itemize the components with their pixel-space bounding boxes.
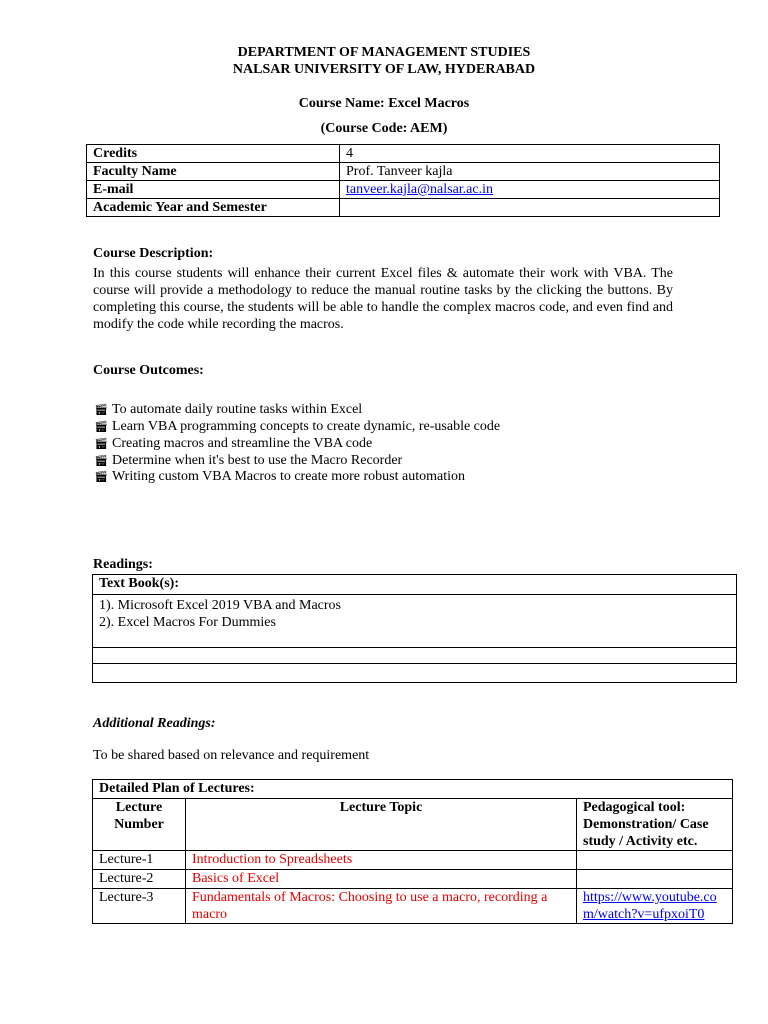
lecture-topic: Basics of Excel xyxy=(186,870,577,889)
info-row-email xyxy=(87,181,720,199)
empty-row xyxy=(93,664,737,683)
course-name: Course Name: Excel Macros xyxy=(298,96,470,111)
lecture-number: Lecture-3 xyxy=(93,889,186,924)
youtube-link[interactable]: https://www.youtube.com/watch?v=ufpxoiT0 xyxy=(583,890,717,922)
info-row-academic-year xyxy=(87,199,720,217)
readings-table xyxy=(92,574,737,683)
lecture-row xyxy=(93,870,733,889)
lectures-title: Detailed Plan of Lectures: xyxy=(93,780,733,799)
lectures-table xyxy=(92,779,733,924)
email-link[interactable]: tanveer.kajla@nalsar.ac.in xyxy=(346,182,493,197)
clapperboard-icon: 🎬︎ xyxy=(94,438,108,450)
textbook-label: Text Book(s): xyxy=(93,575,737,595)
academic-year-value xyxy=(340,199,720,217)
lectures-title-row xyxy=(93,780,733,799)
textbook-list xyxy=(93,595,737,648)
lecture-topic: Introduction to Spreadsheets xyxy=(186,851,577,870)
course-code: (Course Code: AEM) xyxy=(320,121,448,136)
empty-row xyxy=(93,648,737,664)
lecture-tool xyxy=(577,889,733,924)
info-row-faculty xyxy=(87,163,720,181)
faculty-value: Prof. Tanveer kajla xyxy=(340,163,720,181)
course-info-table xyxy=(86,144,720,217)
readings-heading: Readings: xyxy=(93,557,153,572)
description-text: In this course students will enhance their current Excel files & automate their work with VBA. The course will provide a methodology to reduce the manual routine tasks by the clicking the buttons. By completing this course, the students will be able to handle the complex macros code, and even find and modify the code while recording the macros. xyxy=(93,266,673,332)
lecture-topic: Fundamentals of Macros: Choosing to use a macro, recording a macro xyxy=(186,889,577,924)
lecture-tool xyxy=(577,851,733,870)
textbook-header-row xyxy=(93,575,737,595)
university-title: NALSAR UNIVERSITY OF LAW, HYDERABAD xyxy=(232,62,536,77)
clapperboard-icon: 🎬︎ xyxy=(94,404,108,416)
outcome-item: 🎬︎ To automate daily routine tasks within Excel xyxy=(94,402,363,417)
textbook-item: 1). Microsoft Excel 2019 VBA and Macros xyxy=(99,598,341,613)
additional-readings-heading: Additional Readings: xyxy=(93,716,216,731)
clapperboard-icon: 🎬︎ xyxy=(94,471,108,483)
empty-cell xyxy=(93,648,737,664)
department-title: DEPARTMENT OF MANAGEMENT STUDIES xyxy=(237,45,531,60)
outcomes-heading: Course Outcomes: xyxy=(93,363,204,378)
lecture-number: Lecture-1 xyxy=(93,851,186,870)
academic-year-label: Academic Year and Semester xyxy=(87,199,340,217)
faculty-label: Faculty Name xyxy=(87,163,340,181)
col-lecture-number: Lecture Number xyxy=(93,799,186,851)
email-cell xyxy=(340,181,720,199)
outcome-item: 🎬︎ Determine when it's best to use the Macro Recorder xyxy=(94,453,403,468)
lecture-number: Lecture-2 xyxy=(93,870,186,889)
outcome-item: 🎬︎ Writing custom VBA Macros to create more robust automation xyxy=(94,469,465,484)
clapperboard-icon: 🎬︎ xyxy=(94,421,108,433)
textbook-item: 2). Excel Macros For Dummies xyxy=(99,615,276,630)
clapperboard-icon: 🎬︎ xyxy=(94,455,108,467)
outcome-item: 🎬︎ Learn VBA programming concepts to create dynamic, re-usable code xyxy=(94,419,501,434)
empty-cell xyxy=(93,664,737,683)
lecture-row xyxy=(93,889,733,924)
lecture-tool xyxy=(577,870,733,889)
col-lecture-topic: Lecture Topic xyxy=(186,799,577,851)
credits-label: Credits xyxy=(87,145,340,163)
textbook-list-row xyxy=(93,595,737,648)
lecture-row xyxy=(93,851,733,870)
additional-readings-text: To be shared based on relevance and requirement xyxy=(93,748,370,763)
lectures-header-row xyxy=(93,799,733,851)
info-row-credits xyxy=(87,145,720,163)
credits-value: 4 xyxy=(340,145,720,163)
outcome-item: 🎬︎ Creating macros and streamline the VBA code xyxy=(94,436,373,451)
col-pedagogical-tool: Pedagogical tool: Demonstration/ Case study / Activity etc. xyxy=(577,799,733,851)
description-heading: Course Description: xyxy=(93,246,214,261)
email-label: E-mail xyxy=(87,181,340,199)
